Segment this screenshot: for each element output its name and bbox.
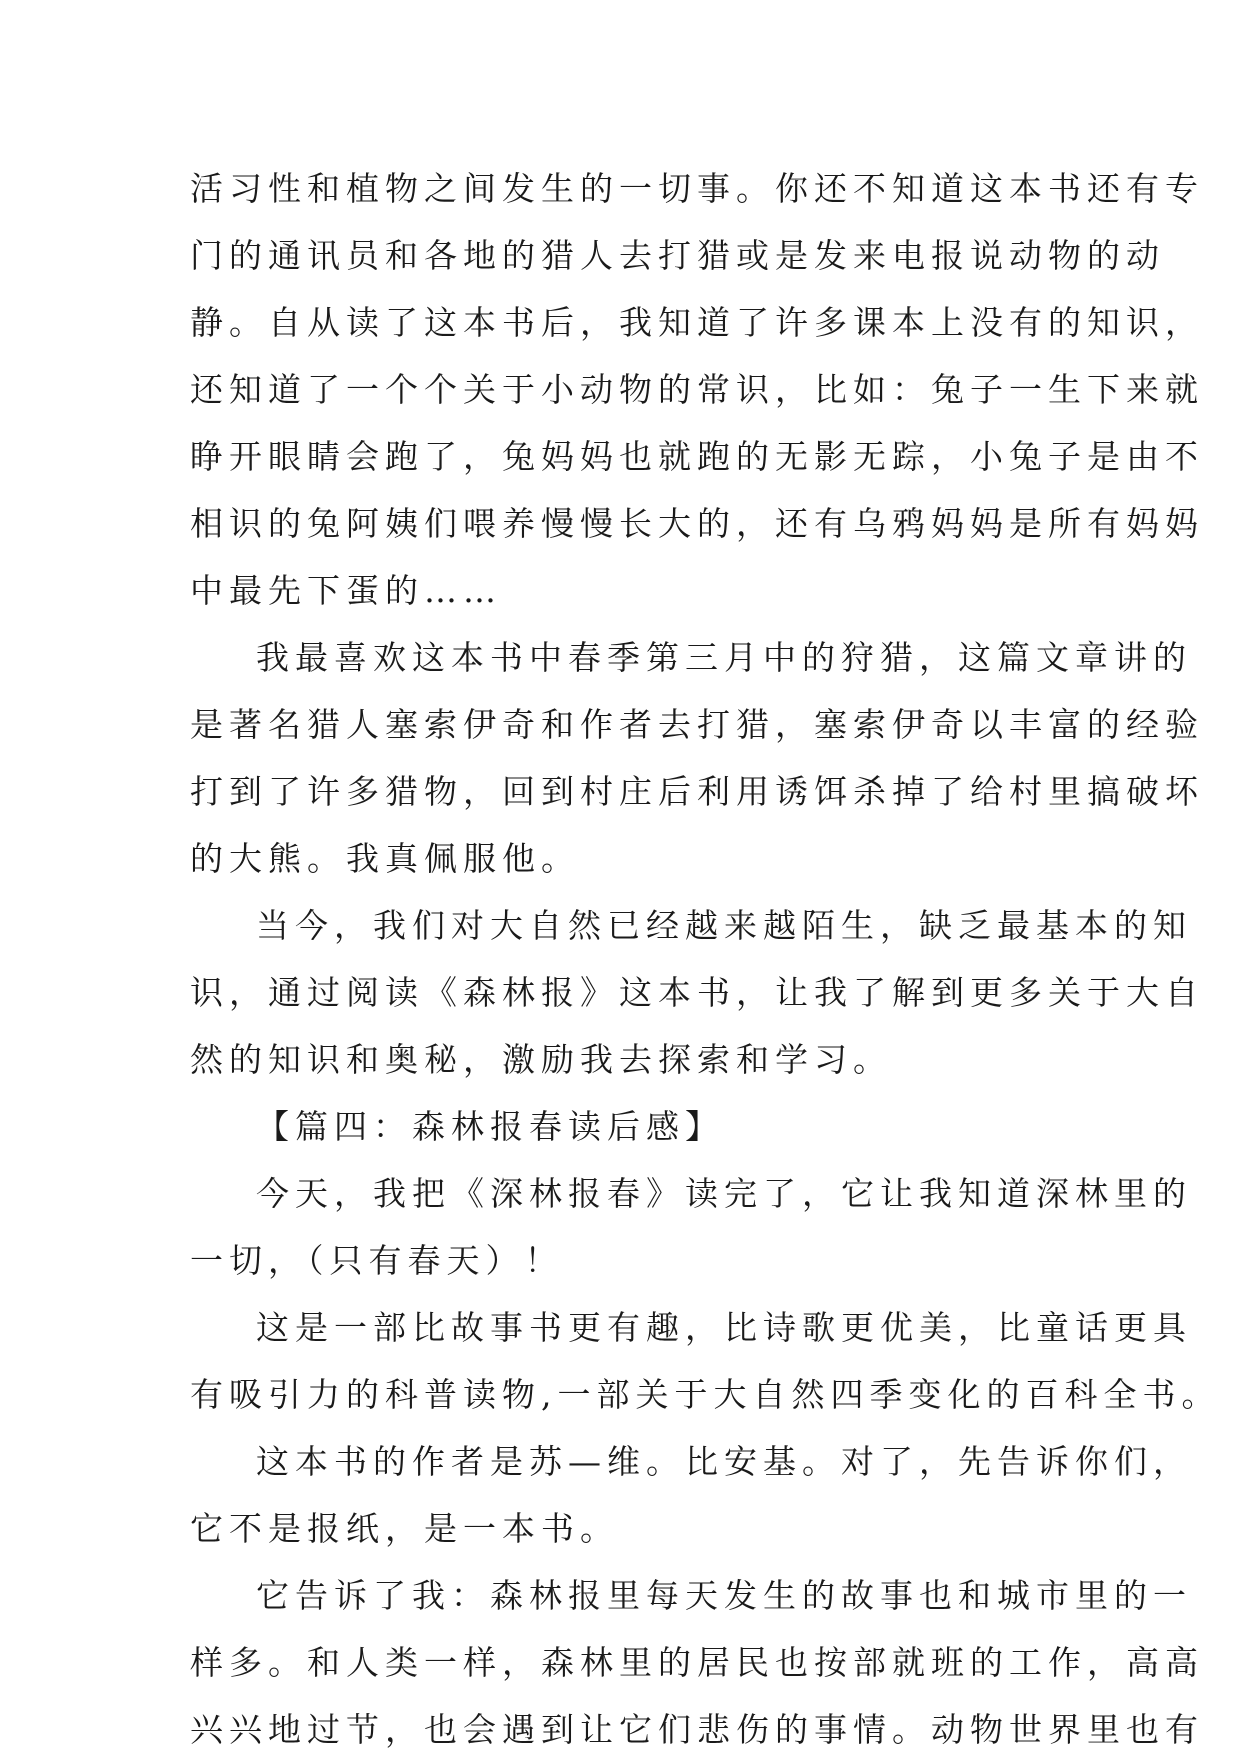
text-line: 兴兴地过节，也会遇到让它们悲伤的事情。动物世界里也有	[190, 1710, 1204, 1749]
paragraph-first-line: 今天，我把《深林报春》读完了，它让我知道深林里的	[256, 1174, 1192, 1213]
text-line: 门的通讯员和各地的猎人去打猎或是发来电报说动物的动	[190, 236, 1165, 275]
text-line: 有吸引力的科普读物,一部关于大自然四季变化的百科全书。	[190, 1375, 1221, 1414]
document-body	[190, 155, 1221, 1763]
paragraph-first-line: 它告诉了我：森林报里每天发生的故事也和城市里的一	[256, 1576, 1192, 1615]
section-heading: 【篇四：森林报春读后感】	[256, 1107, 724, 1146]
text-line: 静。自从读了这本书后，我知道了许多课本上没有的知识，	[190, 303, 1204, 342]
paragraph-first-line: 这本书的作者是苏—维。比安基。对了，先告诉你们，	[256, 1442, 1192, 1481]
text-line: 相识的兔阿姨们喂养慢慢长大的，还有乌鸦妈妈是所有妈妈	[190, 504, 1204, 543]
text-line: 识，通过阅读《森林报》这本书，让我了解到更多关于大自	[190, 973, 1204, 1012]
paragraph-first-line: 当今，我们对大自然已经越来越陌生，缺乏最基本的知	[256, 906, 1192, 945]
text-line: 是著名猎人塞索伊奇和作者去打猎，塞索伊奇以丰富的经验	[190, 705, 1204, 744]
text-line: 睁开眼睛会跑了，兔妈妈也就跑的无影无踪，小兔子是由不	[190, 437, 1204, 476]
text-line: 它不是报纸，是一本书。	[190, 1509, 619, 1548]
text-line: 然的知识和奥秘，激励我去探索和学习。	[190, 1040, 892, 1079]
paragraph-first-line: 这是一部比故事书更有趣，比诗歌更优美，比童话更具	[256, 1308, 1192, 1347]
text-line: 还知道了一个个关于小动物的常识，比如：兔子一生下来就	[190, 370, 1204, 409]
text-line: 中最先下蛋的……	[190, 571, 502, 610]
text-line: 的大熊。我真佩服他。	[190, 839, 580, 878]
text-line: 样多。和人类一样，森林里的居民也按部就班的工作，高高	[190, 1643, 1204, 1682]
text-line: 一切，（只有春天）！	[190, 1241, 564, 1280]
text-line: 打到了许多猎物，回到村庄后利用诱饵杀掉了给村里搞破坏	[190, 772, 1204, 811]
text-line: 活习性和植物之间发生的一切事。你还不知道这本书还有专	[190, 169, 1204, 208]
paragraph-first-line: 我最喜欢这本书中春季第三月中的狩猎，这篇文章讲的	[256, 638, 1192, 677]
